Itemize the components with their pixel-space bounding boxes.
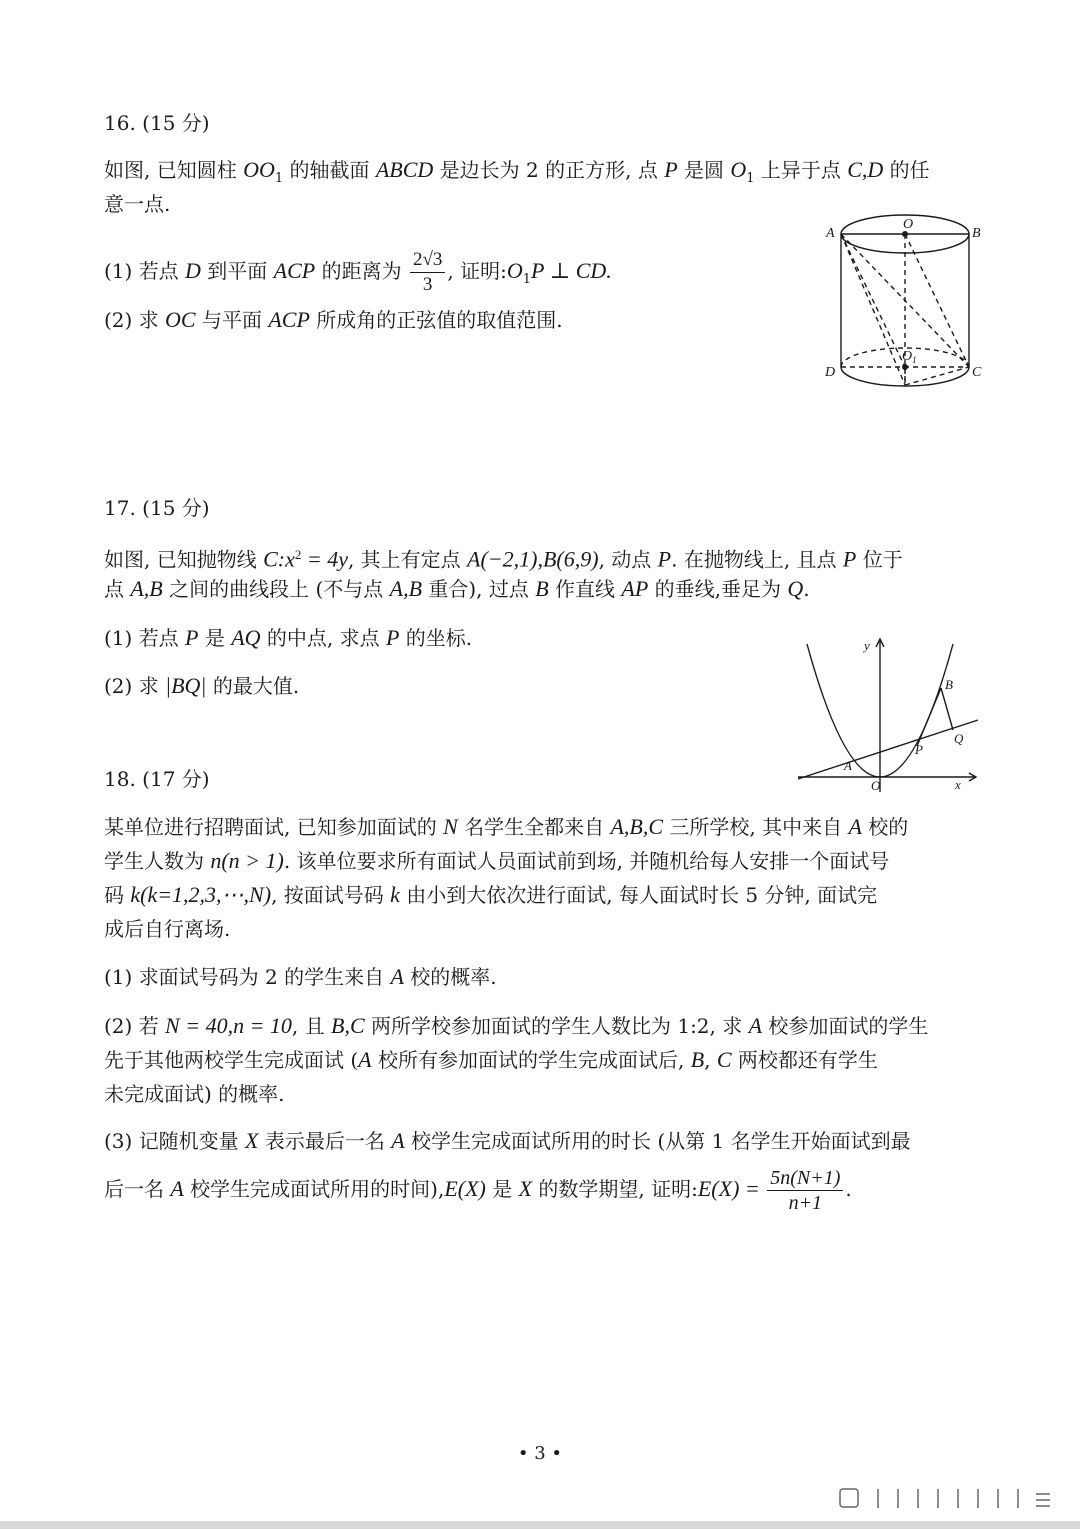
q18-part2-line3: 未完成面试) 的概率.: [104, 1082, 285, 1106]
label-o: O: [903, 217, 914, 232]
q17-part2: (2) 求 |BQ| 的最大值.: [104, 673, 300, 698]
q17-stem-line2: 点 A,B 之间的曲线段上 (不与点 A,B 重合), 过点 B 作直线 AP 的垂线,垂足为 Q.: [104, 576, 810, 601]
label-c: C: [972, 365, 982, 380]
q18-stem-line1: 某单位进行招聘面试, 已知参加面试的 N 名学生全都来自 A,B,C 三所学校, 其中来自 A 校的: [104, 814, 909, 839]
q18-stem-line2: 学生人数为 n(n > 1). 该单位要求所有面试人员面试前到场, 并随机给每人安排一个面试号: [104, 848, 890, 873]
q17-part1: (1) 若点 P 是 AQ 的中点, 求点 P 的坐标.: [104, 625, 473, 650]
q16-stem-line2: 意一点.: [104, 192, 171, 216]
label-b: B: [972, 226, 981, 241]
label-x: x: [955, 777, 961, 792]
label-q: Q: [954, 731, 964, 746]
q16-part1: (1) 若点 D 到平面 ACP 的距离为 $\frac{2√3}{3}$ , 证明$:O_1P$ ⊥ CD.: [104, 249, 612, 295]
label-origin: O: [871, 778, 881, 793]
q16-stem-line1: 如图, 已知圆柱 $OO_1$ 的轴截面 ABCD 是边长为 2 的正方形, 点 P 是圆 $O_1$ 上异于点 C,D 的任: [104, 157, 930, 186]
label-o1: $O_1$: [902, 349, 917, 365]
page-number: • 3 •: [517, 1443, 563, 1464]
q17-stem-line1: 如图, 已知抛物线 $C:x^2 = 4y$, 其上有定点 A(−2,1),B(6,9), 动点 P. 在抛物线上, 且点 P 位于: [104, 546, 903, 572]
line-ap: [798, 720, 978, 779]
q16-distance-fraction: $\frac{2√3}{3}$: [410, 248, 445, 297]
q18-part3-line1: (3) 记随机变量 X 表示最后一名 A 校学生完成面试所用的时长 (从第 1 名学生开始面试到最: [104, 1128, 911, 1153]
label-y: y: [864, 638, 870, 653]
label-a: A: [826, 226, 835, 241]
q18-header: 18. (17 分): [104, 767, 210, 791]
segment-bq: [941, 688, 953, 730]
q18-expectation-fraction: $\frac{5n(N+1)}{n+1}$: [767, 1166, 843, 1215]
label-p: P: [915, 742, 923, 757]
q18-stem-line3: 码 k(k=1,2,3,⋯,N), 按面试号码 k 由小到大依次进行面试, 每人面试时长 5 分钟, 面试完: [104, 882, 878, 907]
label-d: D: [825, 365, 836, 380]
viewer-toolbar-icons: [838, 1486, 1058, 1512]
q17-parabola-figure: [795, 632, 985, 797]
q16-header: 16. (15 分): [104, 111, 210, 135]
q17-header: 17. (15 分): [104, 496, 210, 520]
bottom-scrollbar[interactable]: [0, 1521, 1080, 1529]
segment-bp: [917, 688, 941, 746]
label-b: B: [945, 677, 953, 692]
q16-part2: (2) 求 OC 与平面 ACP 所成角的正弦值的取值范围.: [104, 307, 563, 332]
q18-part1: (1) 求面试号码为 2 的学生来自 A 校的概率.: [104, 964, 497, 989]
thumbnail-icon[interactable]: [840, 1489, 858, 1507]
q18-part3-line2: 后一名 A 校学生完成面试所用的时间),E(X) 是 X 的数学期望, 证明:E(X) = $\frac{5n(N+1)}{n+1}$ .: [104, 1167, 852, 1214]
q18-stem-line4: 成后自行离场.: [104, 917, 231, 941]
q18-part2-line2: 先于其他两校学生完成面试 (A 校所有参加面试的学生完成面试后, B, C 两校都还有学生: [104, 1047, 878, 1072]
q18-part2-line1: (2) 若 N = 40,n = 10, 且 B,C 两所学校参加面试的学生人数比为 1:2, 求 A 校参加面试的学生: [104, 1013, 929, 1038]
q16-cylinder-figure: [820, 205, 990, 405]
center-o1-dot: [902, 364, 908, 370]
label-a: A: [844, 758, 852, 773]
